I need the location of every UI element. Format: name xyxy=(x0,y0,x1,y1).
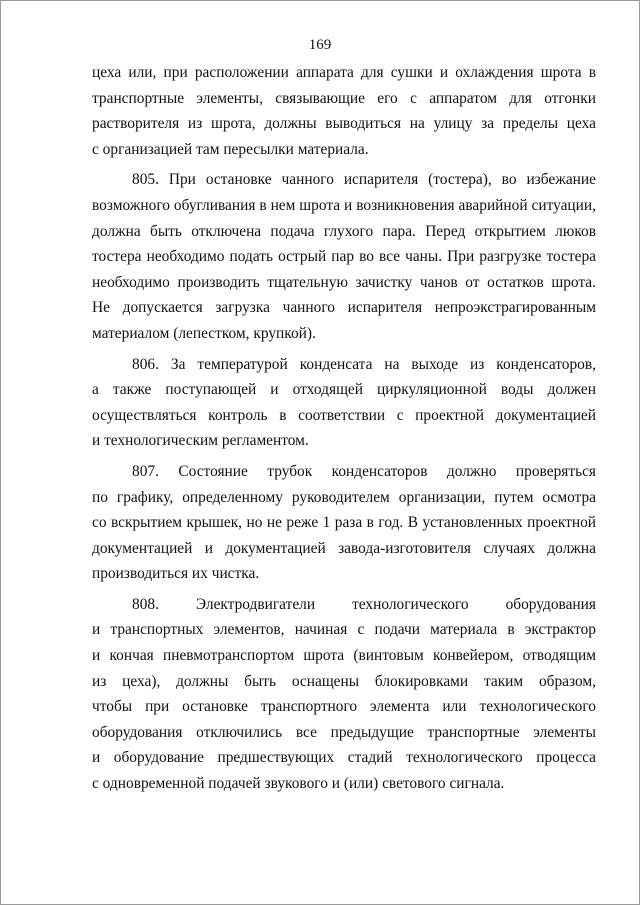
text-line: документацией и документацией завода-изготовителя случаях должна xyxy=(92,539,596,557)
text-line: 808. Электродвигатели технологического оборудования xyxy=(132,595,596,613)
text-line: с организацией там пересылки материала. xyxy=(92,140,369,158)
paragraph-806 xyxy=(92,352,596,454)
text-line: Не допускается загрузка чанного испарителя непроэкстрагированным xyxy=(92,299,596,317)
text-line: оборудования отключились все предыдущие транспортные элементы xyxy=(92,723,596,741)
text-line: с одновременной подачей звукового и (или) светового сигнала. xyxy=(92,775,505,793)
document-body xyxy=(92,60,596,797)
text-line: со вскрытием крышек, но не реже 1 раза в год. В установленных проектной xyxy=(92,514,596,532)
text-line: из цеха), должны быть оснащены блокировками таким образом, xyxy=(92,672,596,690)
text-line: и технологическим регламентом. xyxy=(92,432,309,450)
text-line: а также поступающей и отходящей циркуляционной воды должен xyxy=(92,381,596,399)
text-line: и кончая пневмотранспортом шрота (винтовым конвейером, отводящим xyxy=(92,647,596,665)
text-line: тостера необходимо подать острый пар во все чаны. При разгрузке тостера xyxy=(92,248,596,266)
text-line: необходимо производить тщательную зачистку чанов от остатков шрота. xyxy=(92,273,596,291)
text-line: осуществляться контроль в соответствии с проектной документацией xyxy=(92,406,596,424)
text-line: материалом (лепестком, крупкой). xyxy=(92,324,316,342)
text-line: и транспортных элементов, начиная с подачи материала в экстрактор xyxy=(92,621,596,639)
page-number: 169 xyxy=(308,37,332,53)
text-line: производиться их чистка. xyxy=(92,565,260,583)
text-line: чтобы при остановке транспортного элемента или технологического xyxy=(92,698,596,716)
paragraph-808 xyxy=(92,592,596,797)
text-line: 805. При остановке чанного испарителя (тостера), во избежание xyxy=(132,171,596,189)
paragraph-continuation xyxy=(92,60,596,162)
paragraph-807 xyxy=(92,459,596,587)
text-line: должна быть отключена подача глухого пара. Перед открытием люков xyxy=(92,222,596,240)
text-line: по графику, определенному руководителем организации, путем осмотра xyxy=(92,488,596,506)
text-line: 807. Состояние трубок конденсаторов должно проверяться xyxy=(132,462,596,480)
text-line: и оборудование предшествующих стадий технологического процесса xyxy=(92,749,596,767)
text-line: 806. За температурой конденсата на выходе из конденсаторов, xyxy=(132,355,596,373)
paragraph-805 xyxy=(92,167,596,346)
text-line: возможного обугливания в нем шрота и возникновения аварийной ситуации, xyxy=(92,196,596,214)
text-line: цеха или, при расположении аппарата для сушки и охлаждения шрота в xyxy=(92,64,596,81)
text-line: транспортные элементы, связывающие его с аппаратом для отгонки xyxy=(92,89,596,107)
text-line: растворителя из шрота, должны выводиться на улицу за пределы цеха xyxy=(92,115,596,133)
